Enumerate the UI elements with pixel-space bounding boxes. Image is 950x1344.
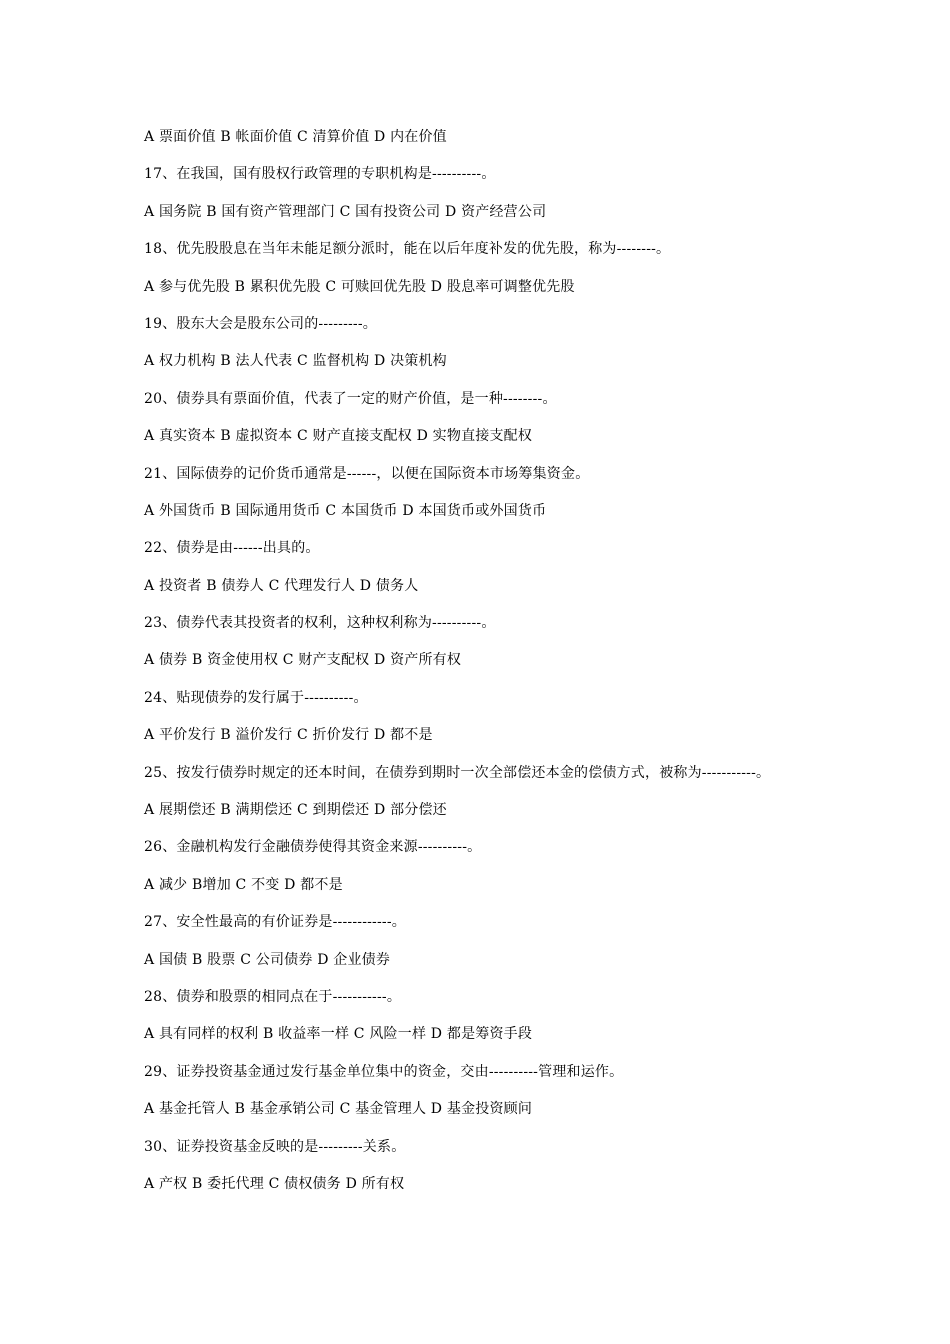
question-23: 23、债券代表其投资者的权利，这种权利称为----------。 xyxy=(144,615,496,632)
answer-options-q26: A 减少 B增加 C 不变 D 都不是 xyxy=(144,876,343,893)
question-22: 22、债券是由------出具的。 xyxy=(144,540,320,557)
answer-options-q28: A 具有同样的权利 B 收益率一样 C 风险一样 D 都是筹资手段 xyxy=(144,1026,533,1043)
document-body xyxy=(144,124,934,1208)
question-28: 28、债券和股票的相同点在于-----------。 xyxy=(144,988,402,1005)
answer-options-q30: A 产权 B 委托代理 C 债权债务 D 所有权 xyxy=(144,1175,405,1192)
answer-options-q29: A 基金托管人 B 基金承销公司 C 基金管理人 D 基金投资顾问 xyxy=(144,1101,533,1118)
question-24: 24、贴现债券的发行属于----------。 xyxy=(144,689,368,706)
question-17: 17、在我国，国有股权行政管理的专职机构是----------。 xyxy=(144,166,496,183)
question-20: 20、债券具有票面价值，代表了一定的财产价值，是一种--------。 xyxy=(144,390,557,407)
answer-options-q21: A 外国货币 B 国际通用货币 C 本国货币 D 本国货币或外国货币 xyxy=(144,502,547,519)
question-21: 21、国际债券的记价货币通常是------，以便在国际资本市场筹集资金。 xyxy=(144,465,590,482)
question-26: 26、金融机构发行金融债券使得其资金来源----------。 xyxy=(144,839,482,856)
answer-options-q22: A 投资者 B 债券人 C 代理发行人 D 债务人 xyxy=(144,577,419,594)
answer-options-q24: A 平价发行 B 溢价发行 C 折价发行 D 都不是 xyxy=(144,727,433,744)
answer-options-q17: A 国务院 B 国有资产管理部门 C 国有投资公司 D 资产经营公司 xyxy=(144,203,547,220)
answer-options-q20: A 真实资本 B 虚拟资本 C 财产直接支配权 D 实物直接支配权 xyxy=(144,428,533,445)
answer-options-q19: A 权力机构 B 法人代表 C 监督机构 D 决策机构 xyxy=(144,353,447,370)
question-30: 30、证券投资基金反映的是---------关系。 xyxy=(144,1138,406,1155)
question-29: 29、证券投资基金通过发行基金单位集中的资金，交由----------管理和运作。 xyxy=(144,1063,624,1080)
question-25: 25、按发行债券时规定的还本时间，在债券到期时一次全部偿还本金的偿债方式，被称为-----------。 xyxy=(144,764,771,781)
question-19: 19、股东大会是股东公司的---------。 xyxy=(144,315,377,332)
answer-options-q16: A 票面价值 B 帐面价值 C 清算价值 D 内在价值 xyxy=(144,129,447,145)
question-18: 18、优先股股息在当年未能足额分派时，能在以后年度补发的优先股，称为--------。 xyxy=(144,241,671,258)
question-27: 27、安全性最高的有价证券是------------。 xyxy=(144,914,406,931)
answer-options-q18: A 参与优先股 B 累积优先股 C 可赎回优先股 D 股息率可调整优先股 xyxy=(144,278,575,295)
answer-options-q27: A 国债 B 股票 C 公司债券 D 企业债券 xyxy=(144,951,391,968)
answer-options-q25: A 展期偿还 B 满期偿还 C 到期偿还 D 部分偿还 xyxy=(144,802,447,819)
answer-options-q23: A 债券 B 资金使用权 C 财产支配权 D 资产所有权 xyxy=(144,652,462,669)
